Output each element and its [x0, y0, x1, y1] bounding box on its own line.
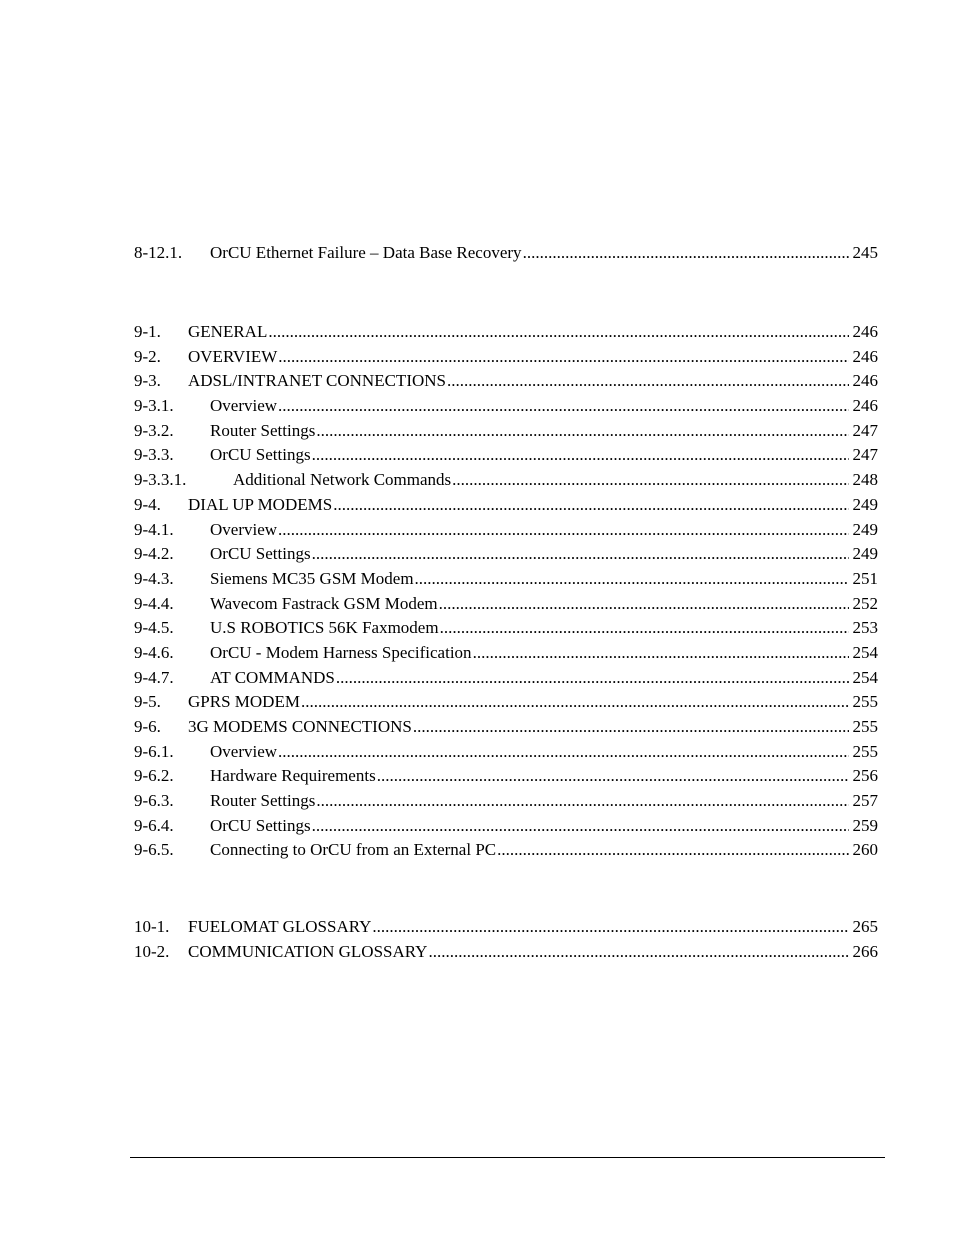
- toc-entry[interactable]: [134, 493, 878, 518]
- toc-dot-leader: [278, 394, 848, 419]
- toc-entry[interactable]: [134, 345, 878, 370]
- toc-entry-main: [188, 345, 878, 370]
- toc-entry-title: AT COMMANDS: [210, 667, 335, 687]
- toc-entry-page: 253: [852, 618, 878, 638]
- toc-entry[interactable]: [134, 518, 878, 543]
- toc-entry-page: 256: [852, 766, 878, 786]
- toc-entry-main: [210, 666, 878, 691]
- toc-entry-number: 9-4.2.: [134, 544, 174, 564]
- toc-entry[interactable]: [134, 641, 878, 666]
- toc-entry-title: Overview: [210, 741, 278, 761]
- toc-entry-page: 249: [852, 519, 878, 539]
- toc-entry-title: OVERVIEW: [188, 346, 278, 366]
- toc-entry[interactable]: [134, 468, 878, 493]
- toc-entry-number: 9-4.1.: [134, 519, 174, 539]
- toc-dot-leader: [301, 690, 849, 715]
- toc-entry-main: [188, 690, 878, 715]
- toc-entry-number: 9-6.2.: [134, 766, 174, 786]
- toc-entry[interactable]: [134, 666, 878, 691]
- toc-entry-page: 266: [852, 941, 878, 961]
- toc-entry[interactable]: [134, 789, 878, 814]
- toc-entry-title: OrCU Settings: [210, 544, 311, 564]
- toc-entry-title: Wavecom Fastrack GSM Modem: [210, 593, 438, 613]
- toc-entry-title: COMMUNICATION GLOSSARY: [188, 941, 428, 961]
- toc-entry-main: [210, 616, 878, 641]
- toc-entry-number: 9-4.4.: [134, 593, 174, 613]
- toc-entry-number: 9-4.3.: [134, 568, 174, 588]
- toc-entry-title: ADSL/INTRANET CONNECTIONS: [188, 371, 446, 391]
- toc-entry-number: 10-2.: [134, 941, 170, 961]
- toc-entry-title: U.S ROBOTICS 56K Faxmodem: [210, 618, 439, 638]
- toc-entry[interactable]: [134, 814, 878, 839]
- toc-entry[interactable]: [134, 940, 878, 965]
- toc-entry[interactable]: [134, 915, 878, 940]
- toc-entry-title: Overview: [210, 396, 278, 416]
- toc-entry-title: FUELOMAT GLOSSARY: [188, 917, 372, 936]
- toc-dot-leader: [278, 518, 848, 543]
- toc-entry-number: 9-6.4.: [134, 815, 174, 835]
- toc-entry-title: Hardware Requirements: [210, 766, 376, 786]
- toc-dot-leader: [333, 493, 848, 518]
- toc-entry-main: [188, 493, 878, 518]
- toc-entry-number: 9-4.: [134, 494, 161, 514]
- toc-entry-number: 9-4.5.: [134, 618, 174, 638]
- toc-entry-main: [210, 740, 878, 765]
- toc-entry-page: 255: [852, 692, 878, 712]
- toc-entry[interactable]: [134, 838, 878, 863]
- toc-entry-title: Siemens MC35 GSM Modem: [210, 568, 414, 588]
- toc-entry[interactable]: [134, 542, 878, 567]
- toc-entry-main: [210, 518, 878, 543]
- toc-dot-leader: [413, 715, 849, 740]
- toc-entry-page: 257: [852, 791, 878, 811]
- toc-entry-main: [210, 838, 878, 863]
- toc-entry-main: [210, 814, 878, 839]
- toc-entry[interactable]: [134, 241, 878, 266]
- toc-entry[interactable]: [134, 764, 878, 789]
- toc-entry[interactable]: [134, 567, 878, 592]
- toc-entry-main: [210, 443, 878, 468]
- toc-section-8: [134, 241, 878, 266]
- toc-entry-page: 252: [852, 593, 878, 613]
- toc-entry-page: 254: [852, 667, 878, 687]
- toc-entry-main: [188, 940, 878, 965]
- toc-dot-leader: [312, 443, 849, 468]
- toc-dot-leader: [312, 814, 849, 839]
- toc-entry[interactable]: [134, 592, 878, 617]
- toc-entry[interactable]: [134, 419, 878, 444]
- toc-entry-number: 9-3.3.: [134, 445, 174, 465]
- toc-dot-leader: [316, 419, 848, 444]
- toc-entry-title: OrCU Settings: [210, 815, 311, 835]
- toc-entry-number: 9-3.: [134, 371, 161, 391]
- toc-entry-main: [210, 764, 878, 789]
- toc-entry-page: 259: [852, 815, 878, 835]
- toc-entry-page: 249: [852, 494, 878, 514]
- toc-entry[interactable]: [134, 394, 878, 419]
- toc-entry-page: 255: [852, 717, 878, 736]
- toc-entry-title: OrCU - Modem Harness Specification: [210, 642, 472, 662]
- toc-entry-page: 246: [852, 371, 878, 391]
- toc-entry-main: [210, 592, 878, 617]
- toc-entry-title: Router Settings: [210, 420, 316, 440]
- toc-entry-main: [188, 369, 878, 394]
- toc-entry-title: OrCU Settings: [210, 445, 311, 465]
- toc-entry-page: 246: [852, 346, 878, 366]
- toc-entry-number: 9-4.7.: [134, 667, 174, 687]
- toc-entry[interactable]: [134, 715, 878, 740]
- toc-entry-number: 9-1.: [134, 322, 161, 341]
- toc-entry-main: [233, 468, 878, 493]
- toc-dot-leader: [415, 567, 849, 592]
- toc-entry-page: 246: [852, 396, 878, 416]
- toc-dot-leader: [312, 542, 849, 567]
- toc-dot-leader: [473, 641, 849, 666]
- toc-dot-leader: [447, 369, 849, 394]
- toc-entry[interactable]: [134, 320, 878, 345]
- toc-section-9: [134, 320, 878, 863]
- toc-entry-page: 247: [852, 420, 878, 440]
- toc-entry-main: [210, 241, 878, 266]
- toc-entry-title: OrCU Ethernet Failure – Data Base Recovery: [210, 243, 522, 262]
- toc-entry-page: 249: [852, 544, 878, 564]
- toc-entry-number: 8-12.1.: [134, 243, 183, 262]
- toc-entry-title: Overview: [210, 519, 278, 539]
- toc-dot-leader: [268, 320, 848, 345]
- toc-dot-leader: [428, 940, 848, 965]
- toc-dot-leader: [440, 616, 849, 641]
- toc-entry-title: Router Settings: [210, 791, 316, 811]
- toc-entry[interactable]: [134, 690, 878, 715]
- toc-entry-number: 9-4.6.: [134, 642, 174, 662]
- toc-entry-main: [210, 641, 878, 666]
- toc-entry-title: Connecting to OrCU from an External PC: [210, 840, 497, 860]
- toc-entry[interactable]: [134, 443, 878, 468]
- toc-entry-title: DIAL UP MODEMS: [188, 494, 333, 514]
- toc-entry-main: [188, 320, 878, 345]
- toc-entry-number: 9-6.: [134, 717, 161, 736]
- toc-dot-leader: [336, 666, 849, 691]
- toc-dot-leader: [452, 468, 848, 493]
- toc-dot-leader: [523, 241, 849, 266]
- toc-dot-leader: [316, 789, 848, 814]
- toc-dot-leader: [278, 345, 848, 370]
- toc-entry-number: 9-6.1.: [134, 741, 174, 761]
- toc-dot-leader: [439, 592, 849, 617]
- toc-entry-number: 9-3.3.1.: [134, 470, 187, 490]
- toc-entry-page: 260: [852, 840, 878, 860]
- toc-entry-main: [188, 715, 878, 740]
- toc-entry-number: 9-3.1.: [134, 396, 174, 416]
- toc-entry-main: [188, 915, 878, 940]
- toc-entry-number: 9-6.3.: [134, 791, 174, 811]
- toc-entry[interactable]: [134, 369, 878, 394]
- toc-entry-page: 265: [852, 917, 878, 936]
- toc-entry-page: 247: [852, 445, 878, 465]
- toc-entry[interactable]: [134, 740, 878, 765]
- toc-entry-page: 248: [852, 470, 878, 490]
- toc-dot-leader: [372, 915, 848, 940]
- toc-dot-leader: [377, 764, 849, 789]
- toc-entry-page: 254: [852, 642, 878, 662]
- toc-entry-main: [210, 394, 878, 419]
- toc-entry-page: 245: [852, 243, 878, 262]
- toc-entry-page: 255: [852, 741, 878, 761]
- toc-entry-title: Additional Network Commands: [233, 470, 452, 490]
- toc-entry[interactable]: [134, 616, 878, 641]
- toc-entry-number: 9-5.: [134, 692, 161, 712]
- toc-section-10: [134, 915, 878, 964]
- toc-dot-leader: [497, 838, 848, 863]
- toc-entry-number: 9-6.5.: [134, 840, 174, 860]
- toc-entry-number: 9-2.: [134, 346, 161, 366]
- toc-entry-main: [210, 789, 878, 814]
- toc-entry-main: [210, 419, 878, 444]
- toc-entry-title: 3G MODEMS CONNECTIONS: [188, 717, 412, 736]
- footer-rule: [130, 1157, 885, 1158]
- toc-entry-title: GPRS MODEM: [188, 692, 300, 712]
- toc-entry-number: 9-3.2.: [134, 420, 174, 440]
- toc-entry-page: 251: [852, 568, 878, 588]
- toc-entry-main: [210, 542, 878, 567]
- toc-entry-title: GENERAL: [188, 322, 268, 341]
- toc-entry-page: 246: [852, 322, 878, 341]
- toc-dot-leader: [278, 740, 848, 765]
- toc-entry-number: 10-1.: [134, 917, 170, 936]
- toc-entry-main: [210, 567, 878, 592]
